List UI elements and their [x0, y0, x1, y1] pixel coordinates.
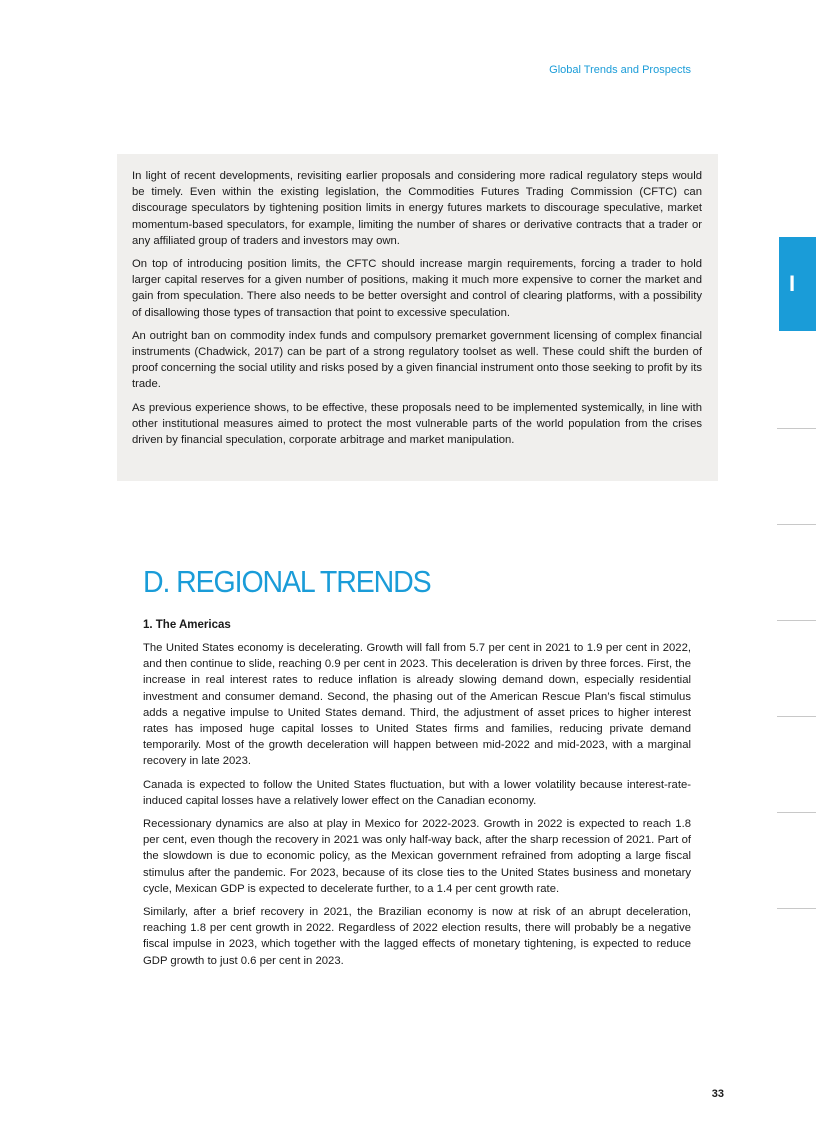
- running-header: Global Trends and Prospects: [549, 64, 691, 76]
- regional-trends-section: [143, 562, 691, 976]
- body-paragraph: Similarly, after a brief recovery in 2021, the Brazilian economy is now at risk of an abrupt deceleration, reaching 1.8 per cent growth in 2022. Regardless of 2022 election results, there will probably be a negative fiscal impulse in 2023, which together with the lagged effects of monetary tightening, is expected to reduce GDP growth to just 0.6 per cent in 2023.: [143, 906, 691, 967]
- body-paragraph: Recessionary dynamics are also at play in Mexico for 2022-2023. Growth in 2022 is expected to reach 1.8 per cent, even though the recovery in 2021 was only half-way back, after the sharp recession of 2021. Part of the slowdown is due to economic policy, as the Mexican government refrained from adopting a large fiscal stimulus after the pandemic. For 2023, because of its close ties to the United States business and monetary cycle, Mexican GDP is expected to decelerate further, to a 1.4 per cent growth rate.: [143, 818, 691, 895]
- tab-divider: [777, 908, 816, 909]
- subsection-title: 1. The Americas: [143, 619, 231, 631]
- box-paragraph: An outright ban on commodity index funds and compulsory premarket government licensing of complex financial instruments (Chadwick, 2017) can be part of a strong regulatory toolset as well. These could shift the burden of proof concerning the social utility and risks posed by a given financial instrument onto those seeking to profit by its trade.: [132, 329, 702, 391]
- page-number: 33: [711, 1088, 724, 1100]
- tab-divider: [777, 524, 816, 525]
- chapter-tab-label: I: [788, 271, 796, 296]
- tab-divider: [777, 812, 816, 813]
- box-paragraph: As previous experience shows, to be effective, these proposals need to be implemented systemically, in line with other institutional measures aimed to protect the most vulnerable parts of the world population from the crises driven by financial speculation, corporate arbitrage and market manipulation.: [132, 401, 702, 447]
- body-paragraph: Canada is expected to follow the United States fluctuation, but with a lower volatility because interest-rate-induced capital losses have a relatively lower effect on the Canadian economy.: [143, 778, 691, 807]
- body-paragraph: The United States economy is decelerating. Growth will fall from 5.7 per cent in 2021 to 1.9 per cent in 2022, and then continue to slide, reaching 0.9 per cent in 2023. This deceleration is driven by three forces. First, the increase in real interest rates to reduce inflation is already slowing demand down, especially residential investment and consumer demand. Second, the phasing out of the American Rescue Plan’s fiscal stimulus adds a negative impulse to United States demand. Third, the adjustment of asset prices to higher interest rates has imposed huge capital losses to United States firms and families, reducing private demand temporarily. Most of the growth deceleration will happen between mid-2022 and mid-2023, with a marginal recovery in late 2023.: [143, 642, 691, 768]
- tab-divider: [777, 620, 816, 621]
- section-title: D. REGIONAL TRENDS: [143, 564, 431, 599]
- box-paragraph: On top of introducing position limits, the CFTC should increase margin requirements, forcing a trader to hold larger capital reserves for a given number of positions, making it much more expensive to corner the market and gain from speculation. There also needs to be better oversight and control of clearing platforms, with a possibility of disallowing those types of transaction that point to excessive speculation.: [132, 258, 702, 319]
- box-paragraph: In light of recent developments, revisiting earlier proposals and considering more radical regulatory steps would be timely. Even within the existing legislation, the Commodities Futures Trading Commission (CFTC) can discourage speculators by tightening position limits in energy futures markets to discourage speculative, market momentum-based speculators, for example, limiting the number of shares or derivative contracts that a trader or any affiliated group of traders and investors may own.: [132, 170, 702, 247]
- policy-box: [117, 154, 718, 481]
- tab-divider: [777, 428, 816, 429]
- tab-divider: [777, 716, 816, 717]
